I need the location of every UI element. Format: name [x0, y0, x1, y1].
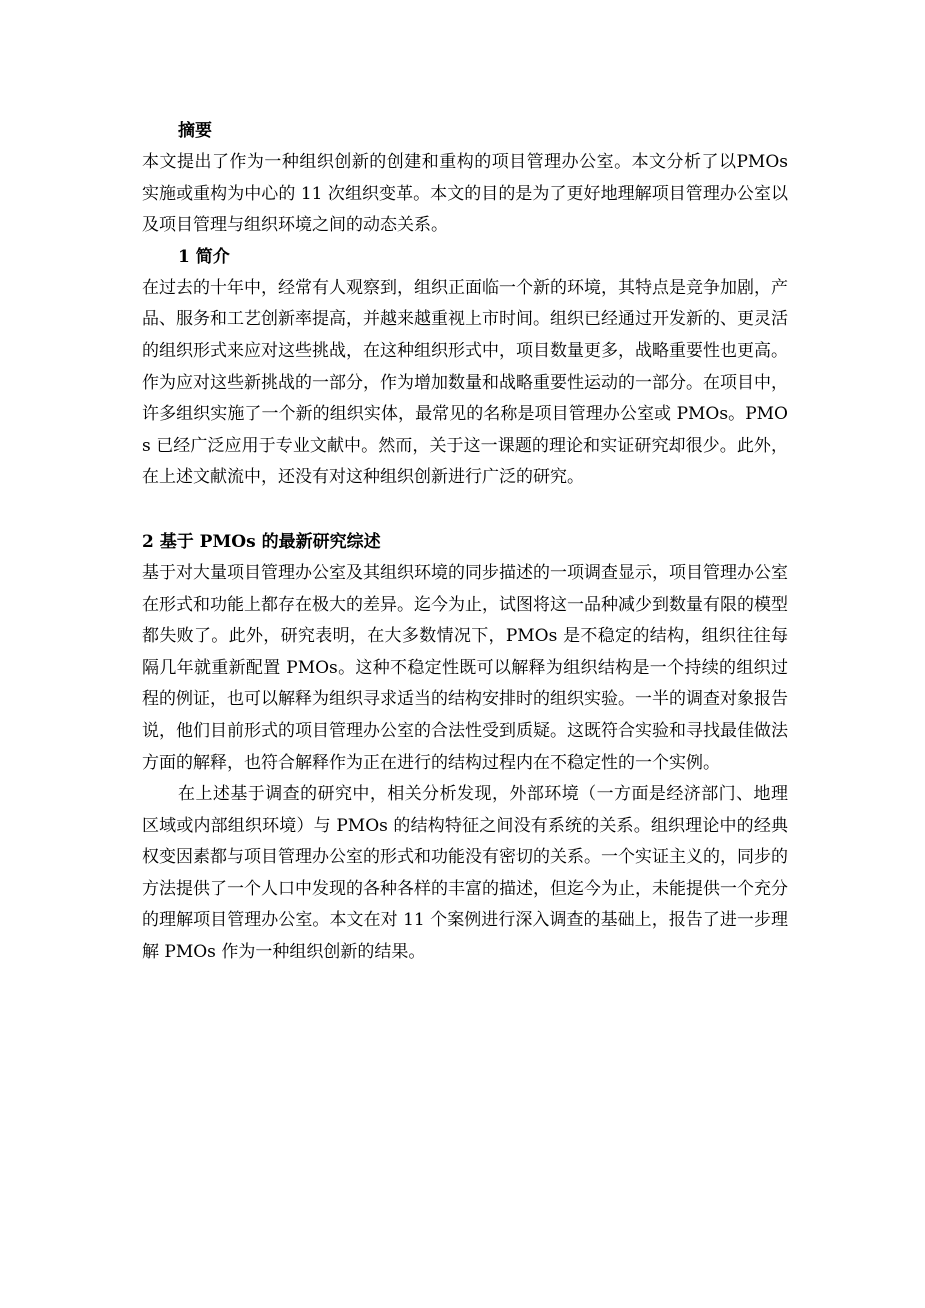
document-body [142, 116, 788, 969]
abstract-paragraph: 本文提出了作为一种组织创新的创建和重构的项目管理办公室。本文分析了以PMOs 实施或重构为中心的 11 次组织变革。本文的目的是为了更好地理解项目管理办公室以及项目管理与组织环境之间的动态关系。 [142, 152, 788, 236]
section-2-paragraph-1: 基于对大量项目管理办公室及其组织环境的同步描述的一项调查显示，项目管理办公室在形式和功能上都存在极大的差异。迄今为止，试图将这一品种减少到数量有限的模型都失败了。此外，研究表明，在大多数情况下，PMOs 是不稳定的结构，组织往往每隔几年就重新配置 PMOs。这种不稳定性既可以解释为组织结构是一个持续的组织过程的例证，也可以解释为组织寻求适当的结构安排时的组织实验。一半的调查对象报告说，他们目前形式的项目管理办公室的合法性受到质疑。这既符合实验和寻找最佳做法方面的解释，也符合解释作为正在进行的结构过程内在不稳定性的一个实例。 [142, 562, 788, 773]
section-spacer [142, 494, 788, 527]
section-2-paragraph-2: 在上述基于调查的研究中，相关分析发现，外部环境（一方面是经济部门、地理区域或内部组织环境）与 PMOs 的结构特征之间没有系统的关系。组织理论中的经典权变因素都与项目管理办公室的形式和功能没有密切的关系。一个实证主义的，同步的方法提供了一个人口中发现的各种各样的丰富的描述，但迄今为止，未能提供一个充分的理解项目管理办公室。本文在对 11 个案例进行深入调查的基础上，报告了进一步理解 PMOs 作为一种组织创新的结果。 [142, 784, 788, 963]
section-1-paragraph: 在过去的十年中，经常有人观察到，组织正面临一个新的环境，其特点是竞争加剧，产品、服务和工艺创新率提高，并越来越重视上市时间。组织已经通过开发新的、更灵活的组织形式来应对这些挑战，在这种组织形式中，项目数量更多，战略重要性也更高。作为应对这些新挑战的一部分，作为增加数量和战略重要性运动的一部分。在项目中，许多组织实施了一个新的组织实体，最常见的名称是项目管理办公室或 PMOs。PMOs 已经广泛应用于专业文献中。然而，关于这一课题的理论和实证研究却很少。此外，在上述文献流中，还没有对这种组织创新进行广泛的研究。 [142, 277, 788, 488]
abstract-heading: 摘要 [178, 121, 212, 141]
section-2-heading: 2 基于 PMOs 的最新研究综述 [142, 531, 381, 552]
section-1-heading: 1 简介 [178, 246, 230, 267]
